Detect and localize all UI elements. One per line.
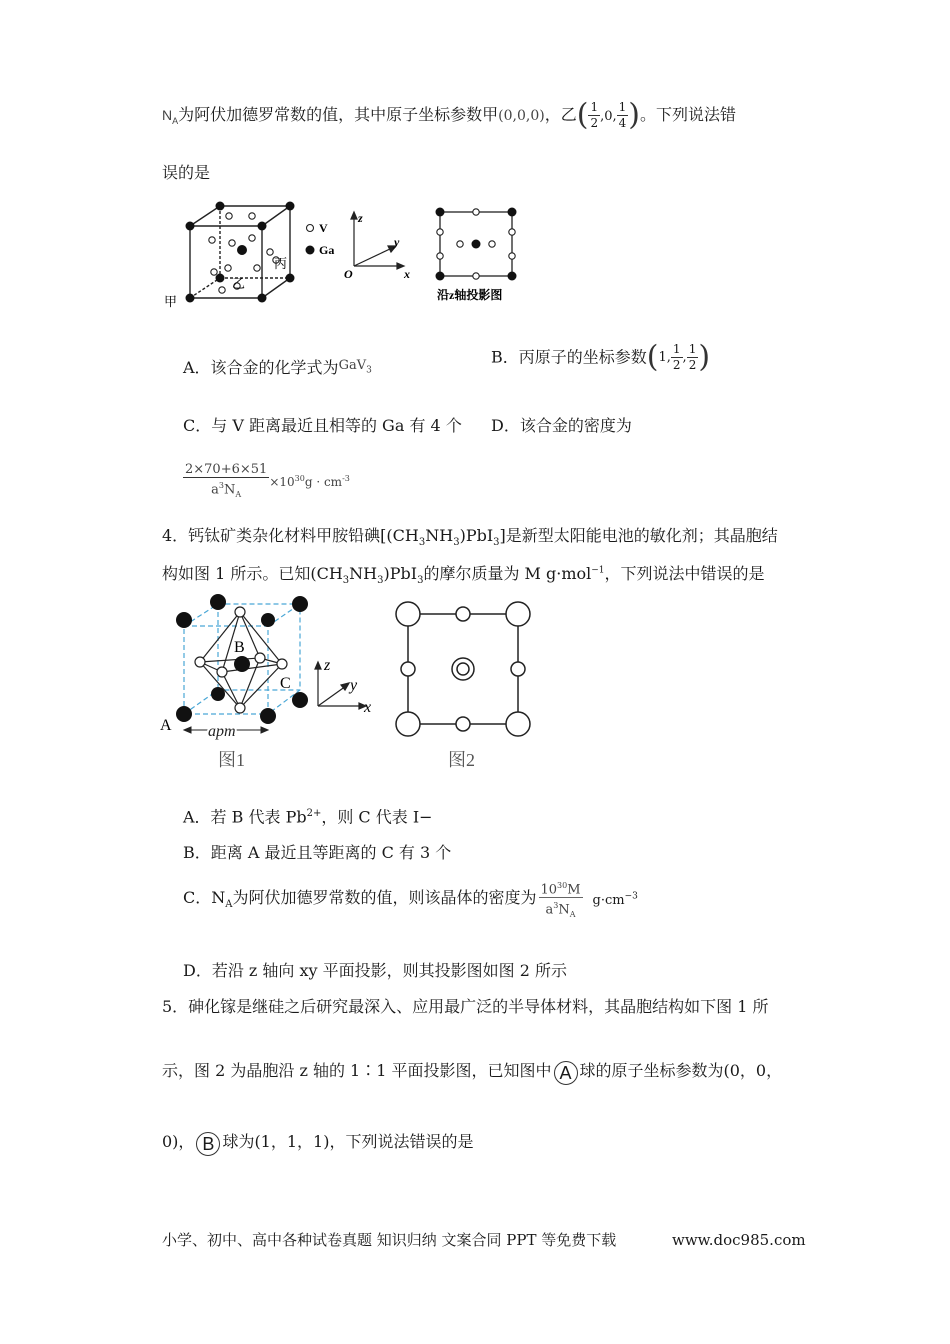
projection-caption: 沿z轴投影图 [437, 288, 503, 302]
bing-coordinate: (1, $\frac{1}{2}$ , $\frac{1}{2}$ ) [646, 339, 711, 375]
q5-line3: 0)， B 球为(1，1，1)，下列说法错误的是 [162, 1132, 474, 1154]
svg-text:apm: apm [208, 723, 236, 740]
svg-text:图2: 图2 [448, 750, 475, 770]
svg-text:B: B [234, 639, 245, 656]
q4-figure-1 [158, 590, 378, 770]
svg-text:O: O [344, 267, 353, 281]
q3-legend [306, 221, 335, 257]
q3-option-b: B．丙原子的坐标参数(1, $\frac{1}{2}$ , $\frac{1}{2}$ ) [491, 339, 711, 375]
svg-text:x: x [404, 267, 410, 281]
q4-axes [315, 662, 366, 709]
q3-option-c: C．与 V 距离最近且相等的 Ga 有 4 个 [183, 416, 462, 435]
label-yi: 乙 [232, 276, 246, 291]
yi-coordinate: ( $\frac{1}{2}$ ,0, $\frac{1}{4}$ ) [576, 97, 640, 133]
q3-density-formula: $\frac{2\times 70+6\times 51}{a^3N_A}$ $\times 10^{30}g \cdot cm^{-3}$ [185, 462, 350, 499]
q4-line2: 构如图 1 所示。已知$(CH_3NH_3)PbI_3$的摩尔质量为 M g·mol$^{-1}$，下列说法中错误的是 [162, 564, 765, 587]
q3-intro-line2: 误的是 [162, 163, 211, 182]
svg-text:图1: 图1 [218, 750, 245, 770]
svg-text:z: z [324, 657, 331, 674]
na-symbol: $N_A$ [162, 107, 179, 126]
q4-line1: 4．钙钛矿类杂化材料甲胺铅碘$[(CH_3NH_3)PbI_3]$是新型太阳能电池的敏化剂；其晶胞结 [162, 526, 778, 549]
q4-figure-2 [388, 590, 548, 770]
q3-crystal-figure [162, 198, 542, 313]
q3-option-a: A．该合金的化学式为$^{GaV_3}$ [183, 358, 372, 377]
q5-line1: 5．砷化镓是继硅之后研究最深入、应用最广泛的半导体材料，其晶胞结构如下图 1 所 [162, 997, 769, 1016]
jia-coordinate: (0,0,0) [498, 108, 545, 124]
svg-text:C: C [280, 675, 291, 692]
label-bing: 丙 [274, 256, 288, 271]
q4-option-c: C．$N_A$为阿伏加德罗常数的值，则该晶体的密度为 $\frac{10^{30}M}{a^3N_A}$ $g\cdot cm^{-3}$ [183, 878, 638, 922]
q5-line2: 示，图 2 为晶胞沿 z 轴的 1∶1 平面投影图，已知图中 A 球的原子坐标参数为(0，0， [162, 1061, 783, 1083]
svg-text:y: y [394, 235, 400, 249]
circle-b-icon: B [196, 1132, 220, 1156]
svg-text:x: x [364, 699, 372, 716]
svg-text:Ga: Ga [319, 243, 335, 257]
q3-projection [436, 208, 517, 303]
formula-gav3: GaV3 [338, 358, 372, 376]
svg-text:A: A [160, 717, 172, 734]
label-jia: 甲 [164, 294, 178, 309]
svg-text:z: z [358, 211, 363, 225]
circle-a-icon: A [554, 1061, 578, 1085]
q4-density-fraction: $\frac{10^{30}M}{a^3N_A}$ [539, 878, 583, 922]
q3-intro-text: 为阿伏加德罗常数的值，其中原子坐标参数甲 [178, 105, 499, 124]
q3-option-d: D．该合金的密度为 [491, 416, 632, 435]
svg-text:V: V [319, 221, 328, 235]
q4-option-b: B．距离 A 最近且等距离的 C 有 3 个 [183, 843, 452, 862]
footer-text: 小学、初中、高中各种试卷真题 知识归纳 文案合同 PPT 等免费下载 [162, 1231, 617, 1249]
q4-option-d: D．若沿 z 轴向 xy 平面投影，则其投影图如图 2 所示 [183, 961, 568, 980]
q4-option-a: A．若 B 代表 $Pb^{2+}$，则 C 代表 I− [183, 807, 433, 827]
svg-text:y: y [350, 677, 358, 694]
q3-intro-line: $N_A$为阿伏加德罗常数的值，其中原子坐标参数甲(0,0,0)，乙( $\frac{1}{2}$ ,0, $\frac{1}{4}$ )。下列说法错 [162, 97, 737, 133]
footer-url[interactable]: www.doc985.com [672, 1231, 806, 1249]
